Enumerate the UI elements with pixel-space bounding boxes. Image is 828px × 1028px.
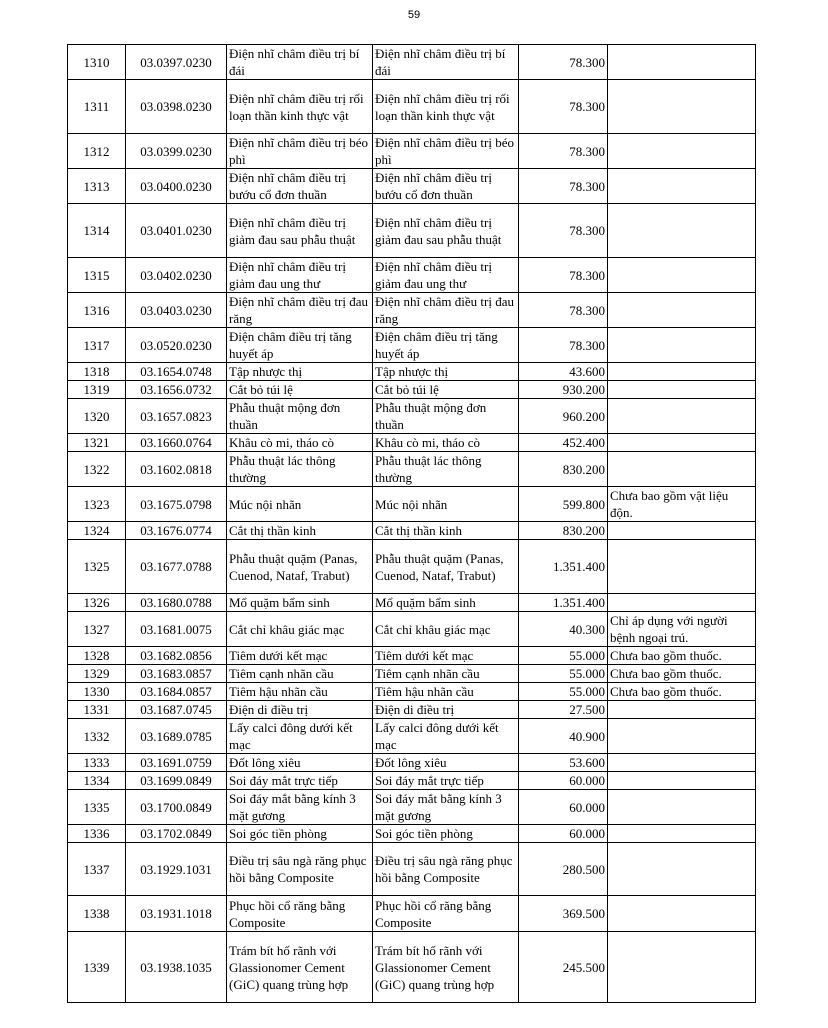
service-name: Điện châm điều trị tăng huyết áp: [227, 328, 373, 363]
service-code: 03.0399.0230: [126, 134, 227, 169]
table-row: [68, 452, 756, 487]
table-row: [68, 487, 756, 522]
row-number: 1324: [68, 522, 126, 540]
service-name-approved: Cắt chỉ khâu giác mạc: [373, 612, 519, 647]
service-name-approved: Tiêm dưới kết mạc: [373, 647, 519, 665]
service-code: 03.1682.0856: [126, 647, 227, 665]
service-note: [608, 825, 756, 843]
service-name: Tiêm dưới kết mạc: [227, 647, 373, 665]
service-note: Chỉ áp dụng với người bệnh ngoại trú.: [608, 612, 756, 647]
service-code: 03.1702.0849: [126, 825, 227, 843]
service-name: Khâu cò mi, tháo cò: [227, 434, 373, 452]
table-row: [68, 381, 756, 399]
service-name: Điện nhĩ châm điều trị rối loạn thần kinh thực vật: [227, 80, 373, 134]
service-code: 03.1681.0075: [126, 612, 227, 647]
service-code: 03.1677.0788: [126, 540, 227, 594]
service-price: 27.500: [519, 701, 608, 719]
service-price: 280.500: [519, 843, 608, 896]
service-price: 78.300: [519, 204, 608, 258]
service-note: [608, 328, 756, 363]
service-note: [608, 932, 756, 1003]
service-note: [608, 293, 756, 328]
row-number: 1319: [68, 381, 126, 399]
service-name-approved: Múc nội nhãn: [373, 487, 519, 522]
table-row: [68, 843, 756, 896]
service-name: Phục hồi cổ răng bằng Composite: [227, 896, 373, 932]
table-row: [68, 134, 756, 169]
service-name: Phẫu thuật mộng đơn thuần: [227, 399, 373, 434]
service-code: 03.1675.0798: [126, 487, 227, 522]
service-name: Phẫu thuật quặm (Panas, Cuenod, Nataf, Trabut): [227, 540, 373, 594]
table-row: [68, 169, 756, 204]
table-row: [68, 328, 756, 363]
row-number: 1315: [68, 258, 126, 293]
service-name: Soi đáy mắt trực tiếp: [227, 772, 373, 790]
service-code: 03.1654.0748: [126, 363, 227, 381]
service-code: 03.0398.0230: [126, 80, 227, 134]
table-row: [68, 363, 756, 381]
service-price: 930.200: [519, 381, 608, 399]
service-note: [608, 258, 756, 293]
service-code: 03.0403.0230: [126, 293, 227, 328]
service-name-approved: Mổ quặm bẩm sinh: [373, 594, 519, 612]
service-note: [608, 843, 756, 896]
service-name-approved: Trám bít hố rãnh với Glassionomer Cement (GiC) quang trùng hợp: [373, 932, 519, 1003]
row-number: 1328: [68, 647, 126, 665]
service-name-approved: Điện di điều trị: [373, 701, 519, 719]
service-name-approved: Điện nhĩ châm điều trị rối loạn thần kinh thực vật: [373, 80, 519, 134]
service-name-approved: Đốt lông xiêu: [373, 754, 519, 772]
service-code: 03.1938.1035: [126, 932, 227, 1003]
service-note: [608, 540, 756, 594]
row-number: 1338: [68, 896, 126, 932]
service-note: [608, 134, 756, 169]
service-code: 03.0401.0230: [126, 204, 227, 258]
service-name: Điện nhĩ châm điều trị giảm đau ung thư: [227, 258, 373, 293]
table-body: [68, 45, 756, 1003]
service-name: Điện nhĩ châm điều trị bướu cổ đơn thuần: [227, 169, 373, 204]
service-name-approved: Tiêm cạnh nhãn cầu: [373, 665, 519, 683]
service-code: 03.1687.0745: [126, 701, 227, 719]
service-code: 03.1700.0849: [126, 790, 227, 825]
service-price: 60.000: [519, 790, 608, 825]
service-name-approved: Phẫu thuật mộng đơn thuần: [373, 399, 519, 434]
service-note: [608, 45, 756, 80]
service-name: Mổ quặm bẩm sinh: [227, 594, 373, 612]
service-name-approved: Phẫu thuật lác thông thường: [373, 452, 519, 487]
row-number: 1327: [68, 612, 126, 647]
row-number: 1337: [68, 843, 126, 896]
service-price: 78.300: [519, 80, 608, 134]
service-name-approved: Soi góc tiền phòng: [373, 825, 519, 843]
service-code: 03.1683.0857: [126, 665, 227, 683]
table-row: [68, 719, 756, 754]
service-code: 03.0520.0230: [126, 328, 227, 363]
service-name-approved: Soi đáy mắt bằng kính 3 mặt gương: [373, 790, 519, 825]
service-note: [608, 363, 756, 381]
service-code: 03.1929.1031: [126, 843, 227, 896]
service-note: [608, 381, 756, 399]
row-number: 1316: [68, 293, 126, 328]
table-row: [68, 772, 756, 790]
row-number: 1325: [68, 540, 126, 594]
service-note: [608, 719, 756, 754]
service-note: [608, 772, 756, 790]
table-row: [68, 790, 756, 825]
table-row: [68, 540, 756, 594]
row-number: 1330: [68, 683, 126, 701]
service-price: 40.300: [519, 612, 608, 647]
row-number: 1311: [68, 80, 126, 134]
table-row: [68, 399, 756, 434]
row-number: 1317: [68, 328, 126, 363]
service-name-approved: Điều trị sâu ngà răng phục hồi bằng Composite: [373, 843, 519, 896]
row-number: 1339: [68, 932, 126, 1003]
service-price: 830.200: [519, 452, 608, 487]
service-name-approved: Cắt bỏ túi lệ: [373, 381, 519, 399]
service-note: Chưa bao gồm vật liệu độn.: [608, 487, 756, 522]
service-note: [608, 701, 756, 719]
service-name: Lấy calci đông dưới kết mạc: [227, 719, 373, 754]
table-row: [68, 45, 756, 80]
service-code: 03.1676.0774: [126, 522, 227, 540]
service-name-approved: Phẫu thuật quặm (Panas, Cuenod, Nataf, Trabut): [373, 540, 519, 594]
service-price: 60.000: [519, 825, 608, 843]
service-note: [608, 80, 756, 134]
service-name-approved: Điện nhĩ châm điều trị béo phì: [373, 134, 519, 169]
row-number: 1323: [68, 487, 126, 522]
service-name: Cắt thị thần kinh: [227, 522, 373, 540]
table-row: [68, 754, 756, 772]
service-name: Điện nhĩ châm điều trị bí đái: [227, 45, 373, 80]
service-note: Chưa bao gồm thuốc.: [608, 683, 756, 701]
table-row: [68, 522, 756, 540]
row-number: 1313: [68, 169, 126, 204]
service-name-approved: Lấy calci đông dưới kết mạc: [373, 719, 519, 754]
table-row: [68, 665, 756, 683]
service-note: [608, 399, 756, 434]
service-name: Soi đáy mắt bằng kính 3 mặt gương: [227, 790, 373, 825]
service-name-approved: Tiêm hậu nhãn cầu: [373, 683, 519, 701]
service-price: 43.600: [519, 363, 608, 381]
service-name-approved: Khâu cò mi, tháo cò: [373, 434, 519, 452]
row-number: 1334: [68, 772, 126, 790]
service-name: Trám bít hố rãnh với Glassionomer Cement (GiC) quang trùng hợp: [227, 932, 373, 1003]
price-table: [67, 44, 756, 1003]
table-row: [68, 825, 756, 843]
service-price: 78.300: [519, 134, 608, 169]
service-code: 03.1684.0857: [126, 683, 227, 701]
service-name-approved: Điện nhĩ châm điều trị bí đái: [373, 45, 519, 80]
service-price: 60.000: [519, 772, 608, 790]
row-number: 1321: [68, 434, 126, 452]
service-price: 78.300: [519, 258, 608, 293]
service-name: Điều trị sâu ngà răng phục hồi bằng Composite: [227, 843, 373, 896]
service-price: 1.351.400: [519, 594, 608, 612]
service-price: 78.300: [519, 45, 608, 80]
service-name-approved: Điện nhĩ châm điều trị đau răng: [373, 293, 519, 328]
service-price: 55.000: [519, 683, 608, 701]
service-note: [608, 594, 756, 612]
service-name-approved: Điện châm điều trị tăng huyết áp: [373, 328, 519, 363]
service-name: Điện nhĩ châm điều trị giảm đau sau phẫu thuật: [227, 204, 373, 258]
service-code: 03.1657.0823: [126, 399, 227, 434]
service-price: 960.200: [519, 399, 608, 434]
table-row: [68, 612, 756, 647]
table-row: [68, 701, 756, 719]
table-row: [68, 293, 756, 328]
service-price: 78.300: [519, 169, 608, 204]
row-number: 1318: [68, 363, 126, 381]
service-name-approved: Phục hồi cổ răng bằng Composite: [373, 896, 519, 932]
service-code: 03.1602.0818: [126, 452, 227, 487]
row-number: 1310: [68, 45, 126, 80]
table-row: [68, 80, 756, 134]
service-price: 452.400: [519, 434, 608, 452]
service-note: [608, 790, 756, 825]
service-code: 03.0400.0230: [126, 169, 227, 204]
table-row: [68, 683, 756, 701]
service-note: Chưa bao gồm thuốc.: [608, 665, 756, 683]
row-number: 1322: [68, 452, 126, 487]
service-name: Tiêm cạnh nhãn cầu: [227, 665, 373, 683]
row-number: 1312: [68, 134, 126, 169]
row-number: 1314: [68, 204, 126, 258]
service-name: Cắt bỏ túi lệ: [227, 381, 373, 399]
service-name: Soi góc tiền phòng: [227, 825, 373, 843]
service-name: Điện nhĩ châm điều trị đau răng: [227, 293, 373, 328]
service-price: 78.300: [519, 293, 608, 328]
service-name-approved: Cắt thị thần kinh: [373, 522, 519, 540]
service-name: Múc nội nhãn: [227, 487, 373, 522]
service-code: 03.1689.0785: [126, 719, 227, 754]
service-name: Đốt lông xiêu: [227, 754, 373, 772]
table-row: [68, 434, 756, 452]
service-price: 599.800: [519, 487, 608, 522]
table-row: [68, 896, 756, 932]
service-code: 03.1656.0732: [126, 381, 227, 399]
service-note: [608, 896, 756, 932]
service-name: Tập nhược thị: [227, 363, 373, 381]
service-price: 78.300: [519, 328, 608, 363]
page-number: 59: [407, 9, 421, 21]
service-name-approved: Điện nhĩ châm điều trị giảm đau ung thư: [373, 258, 519, 293]
service-code: 03.1699.0849: [126, 772, 227, 790]
service-name-approved: Soi đáy mắt trực tiếp: [373, 772, 519, 790]
service-note: Chưa bao gồm thuốc.: [608, 647, 756, 665]
table-row: [68, 647, 756, 665]
service-code: 03.1931.1018: [126, 896, 227, 932]
row-number: 1326: [68, 594, 126, 612]
service-code: 03.1660.0764: [126, 434, 227, 452]
service-note: [608, 169, 756, 204]
service-name: Phẫu thuật lác thông thường: [227, 452, 373, 487]
row-number: 1333: [68, 754, 126, 772]
service-note: [608, 204, 756, 258]
row-number: 1335: [68, 790, 126, 825]
table-row: [68, 594, 756, 612]
row-number: 1336: [68, 825, 126, 843]
table-row: [68, 932, 756, 1003]
service-name-approved: Điện nhĩ châm điều trị bướu cổ đơn thuần: [373, 169, 519, 204]
service-note: [608, 754, 756, 772]
service-note: [608, 434, 756, 452]
service-name: Tiêm hậu nhãn cầu: [227, 683, 373, 701]
service-name: Cắt chỉ khâu giác mạc: [227, 612, 373, 647]
table-row: [68, 204, 756, 258]
row-number: 1331: [68, 701, 126, 719]
row-number: 1332: [68, 719, 126, 754]
service-price: 55.000: [519, 665, 608, 683]
service-name-approved: Tập nhược thị: [373, 363, 519, 381]
service-name: Điện di điều trị: [227, 701, 373, 719]
service-price: 245.500: [519, 932, 608, 1003]
service-price: 830.200: [519, 522, 608, 540]
row-number: 1329: [68, 665, 126, 683]
service-price: 55.000: [519, 647, 608, 665]
service-code: 03.0397.0230: [126, 45, 227, 80]
service-code: 03.0402.0230: [126, 258, 227, 293]
service-price: 1.351.400: [519, 540, 608, 594]
table-row: [68, 258, 756, 293]
service-note: [608, 522, 756, 540]
service-note: [608, 452, 756, 487]
service-price: 369.500: [519, 896, 608, 932]
service-name-approved: Điện nhĩ châm điều trị giảm đau sau phẫu thuật: [373, 204, 519, 258]
service-name: Điện nhĩ châm điều trị béo phì: [227, 134, 373, 169]
service-code: 03.1691.0759: [126, 754, 227, 772]
service-price: 40.900: [519, 719, 608, 754]
row-number: 1320: [68, 399, 126, 434]
service-price: 53.600: [519, 754, 608, 772]
service-code: 03.1680.0788: [126, 594, 227, 612]
